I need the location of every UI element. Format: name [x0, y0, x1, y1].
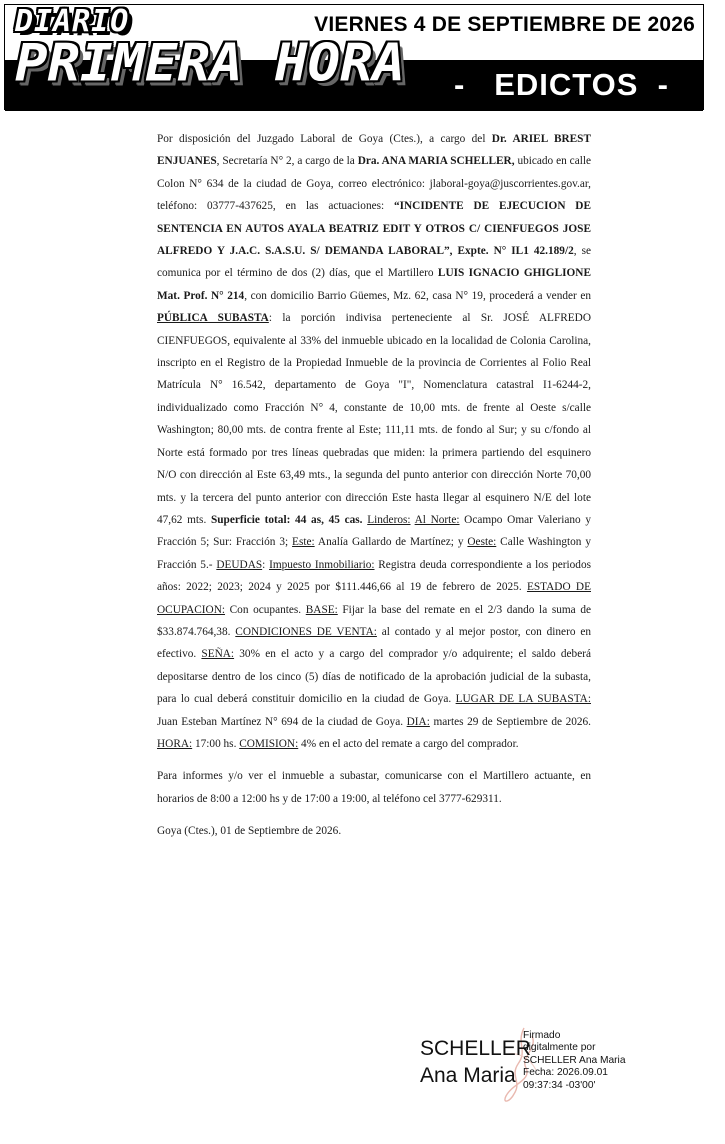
text-run: Analía Gallardo de Martínez; y	[314, 536, 468, 549]
text-run: :	[262, 558, 270, 571]
sale-conditions-label: CONDICIONES DE VENTA:	[235, 625, 377, 638]
commission-label: COMISION:	[239, 737, 299, 750]
auction-place-label: LUGAR DE LA SUBASTA:	[455, 693, 591, 706]
text-run: Juan Esteban Martínez N° 694 de la ciudad de Goya.	[157, 715, 407, 728]
boundaries-label: Linderos:	[367, 513, 411, 526]
property-description: : la porción indivisa perteneciente al Sr. JOSÉ ALFREDO CIENFUEGOS, equivalente al 33% del inmueble ubicado en la localidad de Colonia Carolina, inscripto en el Registro de la Propiedad Inmueble de la provincia de Corrientes al Folio Real Matrícula N° 16.542, departamento de Goya "I", Nomenclatura catastral I1-6244-2, individualizado como Fracción N° 4, constante de 10,00 mts. de frente al Oeste s/calle Washington; 80,00 mts. de contra frente al Este; 111,11 mts. de fondo al Sur; y su c/fondo al Norte está formado por tres líneas quebradas que miden: la primera partiendo del esquinero N/O con dirección al Este 63,49 mts., la segunda del punto anterior con dirección Norte 70,00 mts. y la tercera del punto anterior con dirección Este hasta llegar al esquinero N/E del lote 47,62 mts.	[157, 312, 591, 526]
edict-paragraph-main	[157, 128, 591, 755]
signature-details	[523, 1030, 626, 1092]
total-surface: Superficie total: 44 as, 45 cas.	[210, 513, 363, 526]
day-label: DIA:	[406, 715, 430, 728]
text-run: 17:00 hs.	[192, 737, 240, 750]
text-run: Registra deuda correspondiente a los periodos años: 2022; 2023; 2024 y 2025 por $111.446,66 al 19 de febrero de 2025.	[157, 558, 592, 594]
issue-date: VIERNES 4 DE SEPTIEMBRE DE 2026	[314, 13, 695, 36]
edict-body	[157, 128, 591, 843]
signature-detail-line: Firmado	[523, 1030, 561, 1041]
text-run: , Secretaría N° 2, a cargo de la	[216, 155, 358, 168]
public-auction-label: PÚBLICA SUBASTA	[157, 312, 269, 325]
signature-detail-line: 09:37:34 -03'00'	[523, 1079, 596, 1091]
east-label: Este:	[292, 536, 315, 549]
newspaper-logo: PRIMERA HORA	[15, 33, 406, 93]
text-run: Calle Washington y Fracción 5.-	[157, 536, 591, 571]
signature-detail-line: SCHELLER Ana Maria	[523, 1054, 626, 1066]
signer-name	[420, 1035, 531, 1089]
base-label: BASE:	[305, 603, 338, 616]
debts-label: DEUDAS	[216, 558, 263, 571]
text-run: ubicado en calle Colon N° 634 de la ciudad de Goya, correo electrónico: jlaboral-goya@juscorrientes.gov.ar, teléfono: 03777-437625, en las actuaciones:	[157, 155, 591, 213]
text-run: Ocampo Omar Valeriano y Fracción 5; Sur: Fracción 3;	[157, 513, 592, 549]
text-run: , se comunica por el término de dos (2) días, que el Martillero	[157, 245, 591, 280]
text-run: Por disposición del Juzgado Laboral de Goya (Ctes.), a cargo del	[157, 133, 492, 145]
text-run: al contado y al mejor postor, con dinero en efectivo.	[157, 625, 591, 661]
signer-given-name: Ana Maria	[420, 1064, 516, 1087]
edict-place-date: Goya (Ctes.), 01 de Septiembre de 2026.	[157, 825, 342, 838]
masthead	[4, 4, 704, 110]
occupation-status-label: ESTADO DE OCUPACION:	[157, 581, 591, 616]
digital-signature	[418, 1030, 698, 1105]
secretary-name: Dra. ANA MARIA SCHELLER,	[357, 155, 515, 168]
section-title: - EDICTOS -	[454, 67, 669, 102]
text-run: Fijar la base del remate en el 2/3 dando la suma de $33.874.764,38.	[157, 603, 591, 638]
deposit-label: SEÑA:	[201, 648, 235, 661]
time-label: HORA:	[157, 737, 193, 750]
north-label: Al Norte:	[414, 513, 460, 526]
property-tax-label: Impuesto Inmobiliario:	[269, 558, 375, 571]
auctioneer-name: LUIS IGNACIO GHIGLIONE Mat. Prof. N° 214	[157, 267, 591, 302]
text-run: martes 29 de Septiembre de 2026.	[429, 715, 591, 728]
judge-name: Dr. ARIEL BREST ENJUANES	[157, 133, 591, 168]
signature-detail-line: digitalmente por	[523, 1042, 596, 1054]
text-run: 30% en el acto y a cargo del comprador y/o adquirente; el saldo deberá depositarse dentro de los cinco (5) días de notificado de la aprobación judicial de la subasta, para lo cual deberá constituir domicilio en la ciudad de Goya.	[157, 648, 591, 706]
signer-surname: SCHELLER	[420, 1037, 531, 1060]
text-run: , con domicilio Barrio Güemes, Mz. 62, casa N° 19, procederá a vender en	[244, 289, 592, 302]
case-title: “INCIDENTE DE EJECUCION DE SENTENCIA EN AUTOS AYALA BEATRIZ EDIT Y OTROS C/ CIENFUEGOS JOSE ALFREDO Y J.A.C. S.A.S.U. S/ DEMANDA LABORAL”, Expte. N° IL1 42.189/2	[157, 200, 592, 258]
west-label: Oeste:	[467, 536, 497, 549]
text-run: Con ocupantes.	[225, 603, 306, 616]
edict-paragraph-contact: Para informes y/o ver el inmueble a subastar, comunicarse con el Martillero actuante, en horarios de 8:00 a 12:00 hs y de 17:00 a 19:00, al teléfono cel 3777-629311.	[157, 770, 591, 805]
text-run: 4% en el acto del remate a cargo del comprador.	[298, 737, 519, 750]
signature-detail-line: Fecha: 2026.09.01	[523, 1067, 608, 1079]
masthead-small-title: DIARIO	[15, 4, 130, 39]
